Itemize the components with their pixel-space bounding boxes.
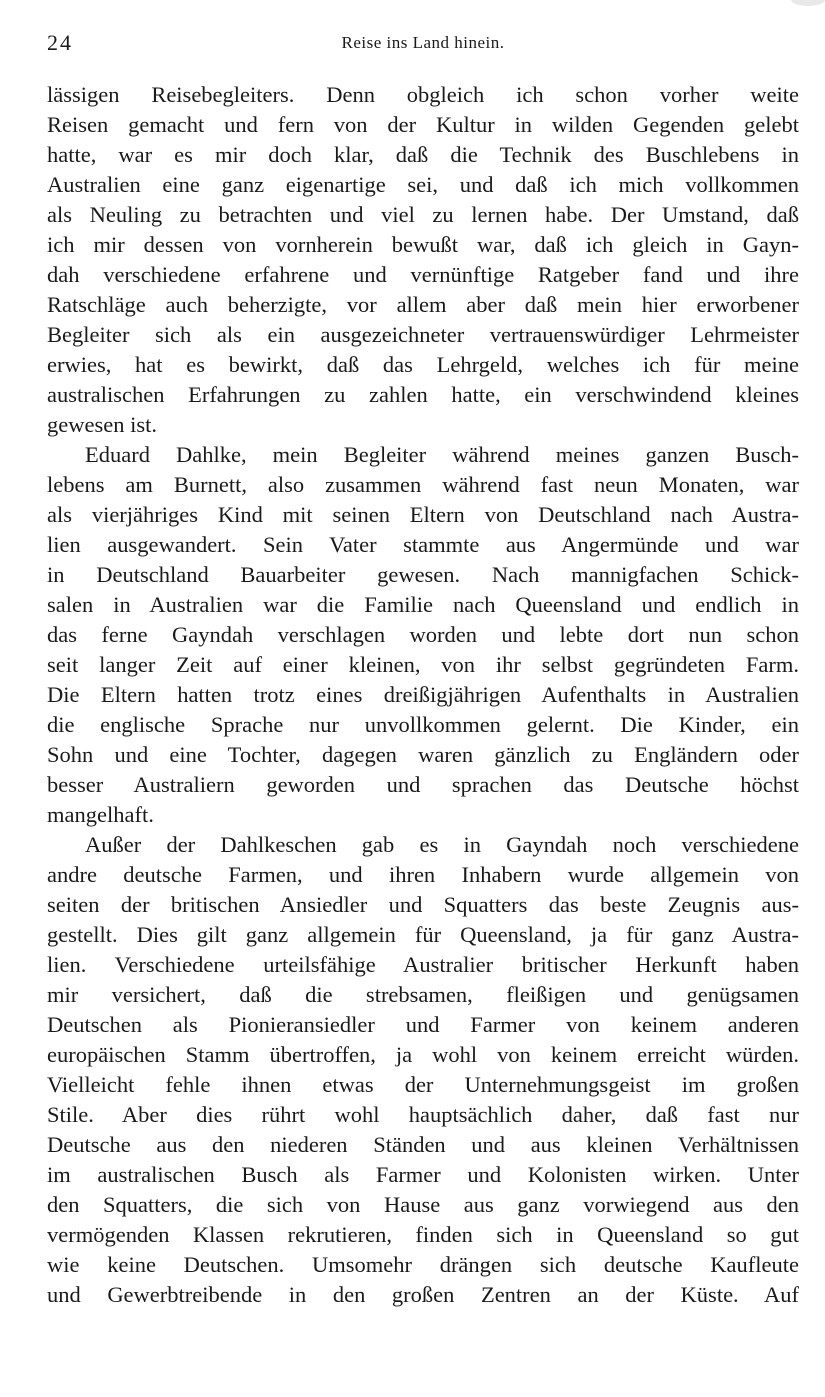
text-line: in Deutschland Bauarbeiter gewesen. Nach mannigfachen Schick- (47, 562, 799, 587)
text-line: und Gewerbtreibende in den großen Zentren an der Küste. Auf (47, 1282, 799, 1307)
text-line: Deutsche aus den niederen Ständen und aus kleinen Verhältnissen (47, 1132, 799, 1157)
text-line: wie keine Deutschen. Umsomehr drängen sich deutsche Kaufleute (47, 1252, 799, 1277)
text-line: besser Australiern geworden und sprachen das Deutsche höchst (47, 772, 799, 797)
text-line: das ferne Gayndah verschlagen worden und lebte dort nun schon (47, 622, 799, 647)
page-corner-smudge (791, 0, 825, 6)
text-line: lien. Verschiedene urteilsfähige Australier britischer Herkunft haben (47, 952, 799, 977)
text-line: vermögenden Klassen rekrutieren, finden sich in Queensland so gut (47, 1222, 799, 1247)
text-line: als Neuling zu betrachten und viel zu lernen habe. Der Umstand, daß (47, 202, 799, 227)
text-line: Ratschläge auch beherzigte, vor allem aber daß mein hier erworbener (47, 292, 799, 317)
text-line: als vierjähriges Kind mit seinen Eltern von Deutschland nach Austra- (47, 502, 799, 527)
text-line: erwies, hat es bewirkt, daß das Lehrgeld, welches ich für meine (47, 352, 799, 377)
text-line: Reisen gemacht und fern von der Kultur in wilden Gegenden gelebt (47, 112, 799, 137)
text-line: seiten der britischen Ansiedler und Squatters das beste Zeugnis aus- (47, 892, 799, 917)
text-line: Außer der Dahlkeschen gab es in Gayndah noch verschiedene (85, 832, 799, 857)
text-line: den Squatters, die sich von Hause aus ganz vorwiegend aus den (47, 1192, 799, 1217)
running-head (47, 30, 799, 58)
running-title: Reise ins Land hinein. (341, 33, 505, 52)
text-line: Sohn und eine Tochter, dagegen waren gänzlich zu Engländern oder (47, 742, 799, 767)
text-line: mangelhaft. (47, 802, 154, 827)
text-line: gewesen ist. (47, 412, 157, 437)
page-number: 24 (47, 30, 73, 55)
text-line: europäischen Stamm übertroffen, ja wohl von keinem erreicht würden. (47, 1042, 799, 1067)
text-line: dah verschiedene erfahrene und vernünftige Ratgeber fand und ihre (47, 262, 799, 287)
text-line: Stile. Aber dies rührt wohl hauptsächlich daher, daß fast nur (47, 1102, 799, 1127)
body-text (47, 80, 799, 1310)
text-line: Vielleicht fehle ihnen etwas der Unternehmungsgeist im großen (47, 1072, 799, 1097)
text-line: lebens am Burnett, also zusammen während fast neun Monaten, war (47, 472, 799, 497)
text-line: ich mir dessen von vornherein bewußt war, daß ich gleich in Gayn- (47, 232, 799, 257)
text-line: Begleiter sich als ein ausgezeichneter vertrauenswürdiger Lehrmeister (47, 322, 799, 347)
text-line: australischen Erfahrungen zu zahlen hatte, ein verschwindend kleines (47, 382, 799, 407)
text-line: lässigen Reisebegleiters. Denn obgleich ich schon vorher weite (47, 82, 799, 107)
text-line: im australischen Busch als Farmer und Kolonisten wirken. Unter (47, 1162, 799, 1187)
text-line: lien ausgewandert. Sein Vater stammte aus Angermünde und war (47, 532, 799, 557)
text-line: hatte, war es mir doch klar, daß die Technik des Buschlebens in (47, 142, 799, 167)
text-line: Deutschen als Pionieransiedler und Farmer von keinem anderen (47, 1012, 799, 1037)
text-line: Australien eine ganz eigenartige sei, und daß ich mich vollkommen (47, 172, 799, 197)
text-line: mir versichert, daß die strebsamen, fleißigen und genügsamen (47, 982, 799, 1007)
text-line: gestellt. Dies gilt ganz allgemein für Queensland, ja für ganz Austra- (47, 922, 799, 947)
text-line: Die Eltern hatten trotz eines dreißigjährigen Aufenthalts in Australien (47, 682, 799, 707)
text-line: salen in Australien war die Familie nach Queensland und endlich in (47, 592, 799, 617)
text-line: Eduard Dahlke, mein Begleiter während meines ganzen Busch- (85, 442, 799, 467)
text-line: seit langer Zeit auf einer kleinen, von ihr selbst gegründeten Farm. (47, 652, 799, 677)
text-line: andre deutsche Farmen, und ihren Inhabern wurde allgemein von (47, 862, 799, 887)
text-line: die englische Sprache nur unvollkommen gelernt. Die Kinder, ein (47, 712, 799, 737)
